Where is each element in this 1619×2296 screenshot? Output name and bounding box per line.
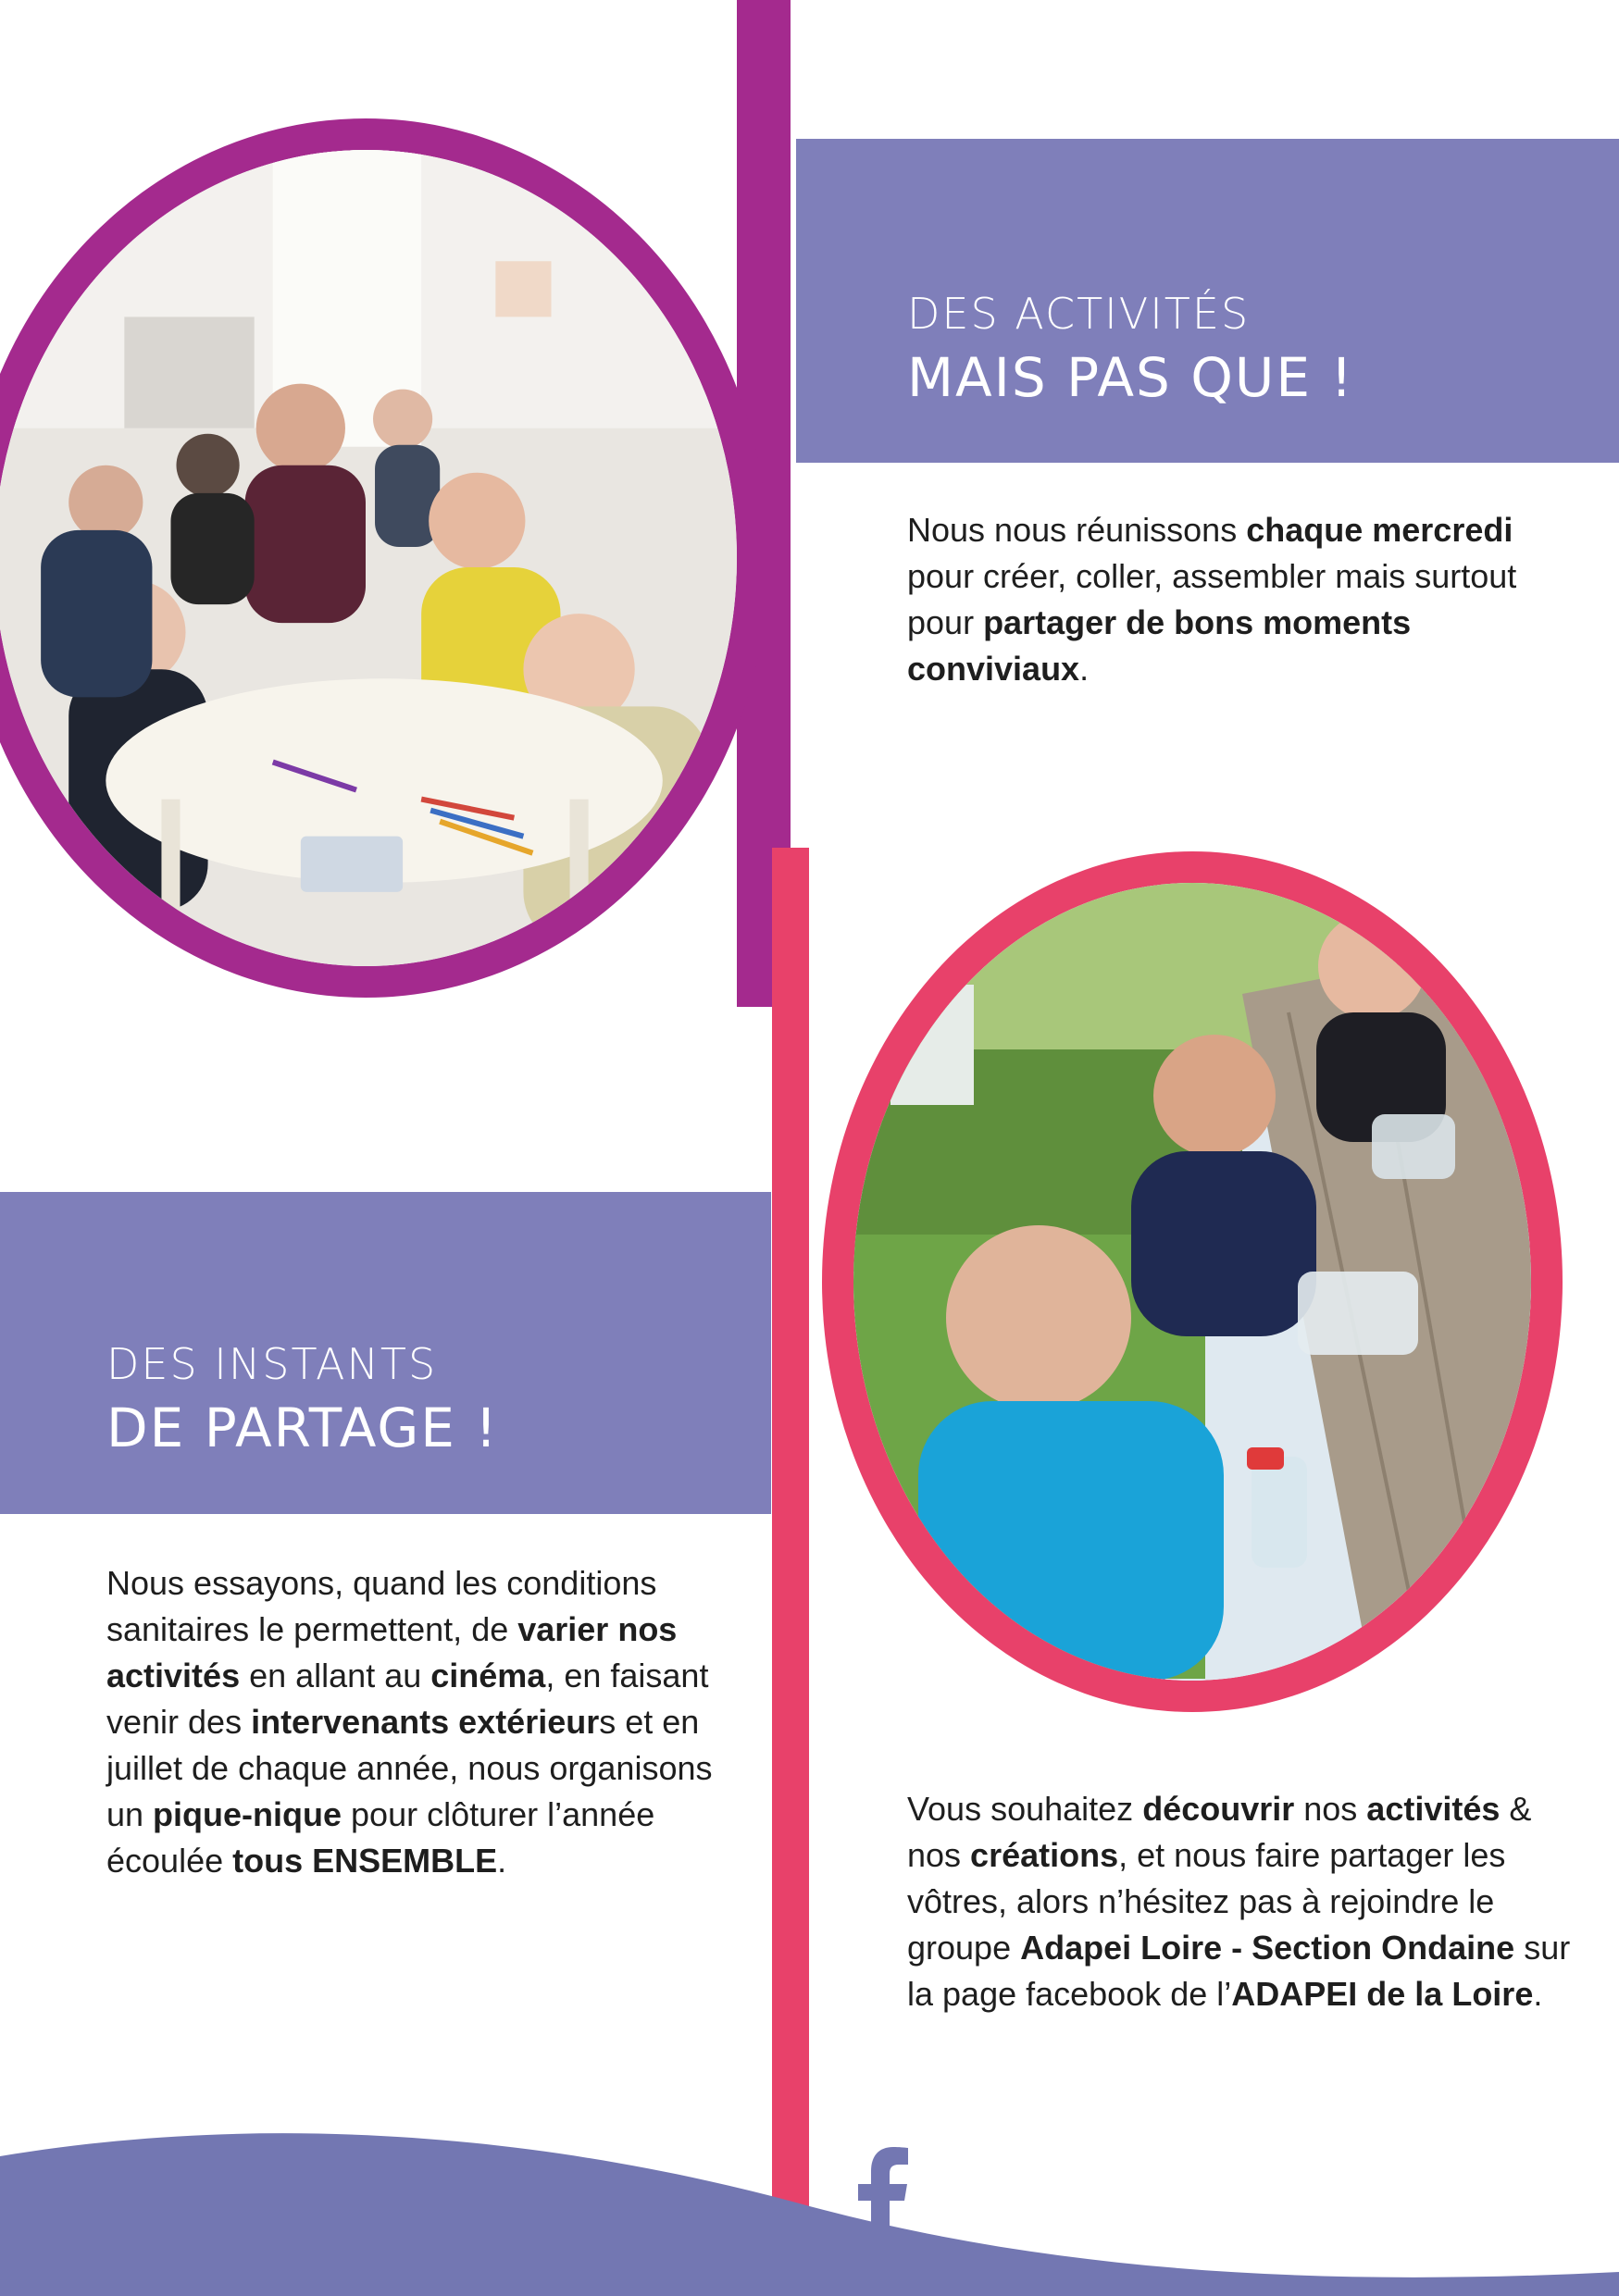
- pink-vertical-bar: [772, 848, 809, 2296]
- sharing-text-bold: tous ENSEMBLE: [232, 1842, 498, 1880]
- join-text-bold: découvrir: [1142, 1790, 1295, 1828]
- activities-text: Nous nous réunissons: [907, 511, 1247, 549]
- join-text-bold: créations: [970, 1836, 1119, 1874]
- join-text: , et nous faire partager les vôtres, alors n’hésitez pas à rejoindre le groupe: [907, 1836, 1506, 1967]
- sharing-text-bold: cinéma: [430, 1657, 546, 1694]
- activities-text-bold: chaque mercredi: [1246, 511, 1513, 549]
- sharing-text-bold: varier nos activités: [106, 1610, 678, 1694]
- sharing-heading: [106, 1339, 499, 1459]
- sharing-text: en allant au: [240, 1657, 431, 1694]
- sharing-text: s et en juillet de chaque année, nous organisons un: [106, 1703, 713, 1833]
- sharing-text: , en faisant venir des: [106, 1657, 709, 1741]
- sharing-text: .: [497, 1842, 507, 1880]
- activities-heading-line2: MAIS PAS QUE !: [907, 346, 1354, 409]
- facebook-page-name: ADAPEI de la Loire: [1231, 1975, 1534, 2013]
- picnic-photo-illustration: [853, 883, 1531, 1681]
- join-paragraph: [907, 1786, 1574, 2017]
- join-text: nos: [1294, 1790, 1367, 1828]
- sharing-text: pour clôturer l’année écoulée: [106, 1795, 655, 1880]
- workshop-photo-illustration: [0, 150, 737, 966]
- bottom-wave: [0, 2101, 1619, 2296]
- sharing-text-bold: intervenants extérieur: [251, 1703, 600, 1741]
- join-text: .: [1533, 1975, 1543, 2013]
- sharing-heading-line1: DES INSTANTS: [106, 1339, 438, 1389]
- join-text-bold: activités: [1366, 1790, 1501, 1828]
- workshop-photo: [0, 118, 768, 998]
- activities-heading-line1: DES ACTIVITÉS: [907, 289, 1251, 339]
- facebook-group-name: Adapei Loire - Section Ondaine: [1020, 1929, 1515, 1967]
- join-text: sur la page facebook de l’: [907, 1929, 1571, 2013]
- sharing-text-bold: pique-nique: [153, 1795, 342, 1833]
- sharing-heading-line2: DE PARTAGE !: [106, 1396, 499, 1459]
- activities-heading: [907, 289, 1354, 409]
- activities-paragraph: [907, 507, 1574, 692]
- activities-text-bold: partager de bons moments conviviaux: [907, 603, 1412, 688]
- join-text: Vous souhaitez: [907, 1790, 1143, 1828]
- sharing-text: Nous essayons, quand les conditions sanitaires le permettent, de: [106, 1564, 657, 1648]
- sharing-paragraph: [106, 1560, 754, 1884]
- activities-text: pour créer, coller, assembler mais surtout pour: [907, 557, 1517, 641]
- picnic-photo: [822, 851, 1563, 1712]
- activities-text: .: [1079, 650, 1090, 688]
- join-text: & nos: [907, 1790, 1532, 1874]
- facebook-icon[interactable]: [856, 2147, 912, 2249]
